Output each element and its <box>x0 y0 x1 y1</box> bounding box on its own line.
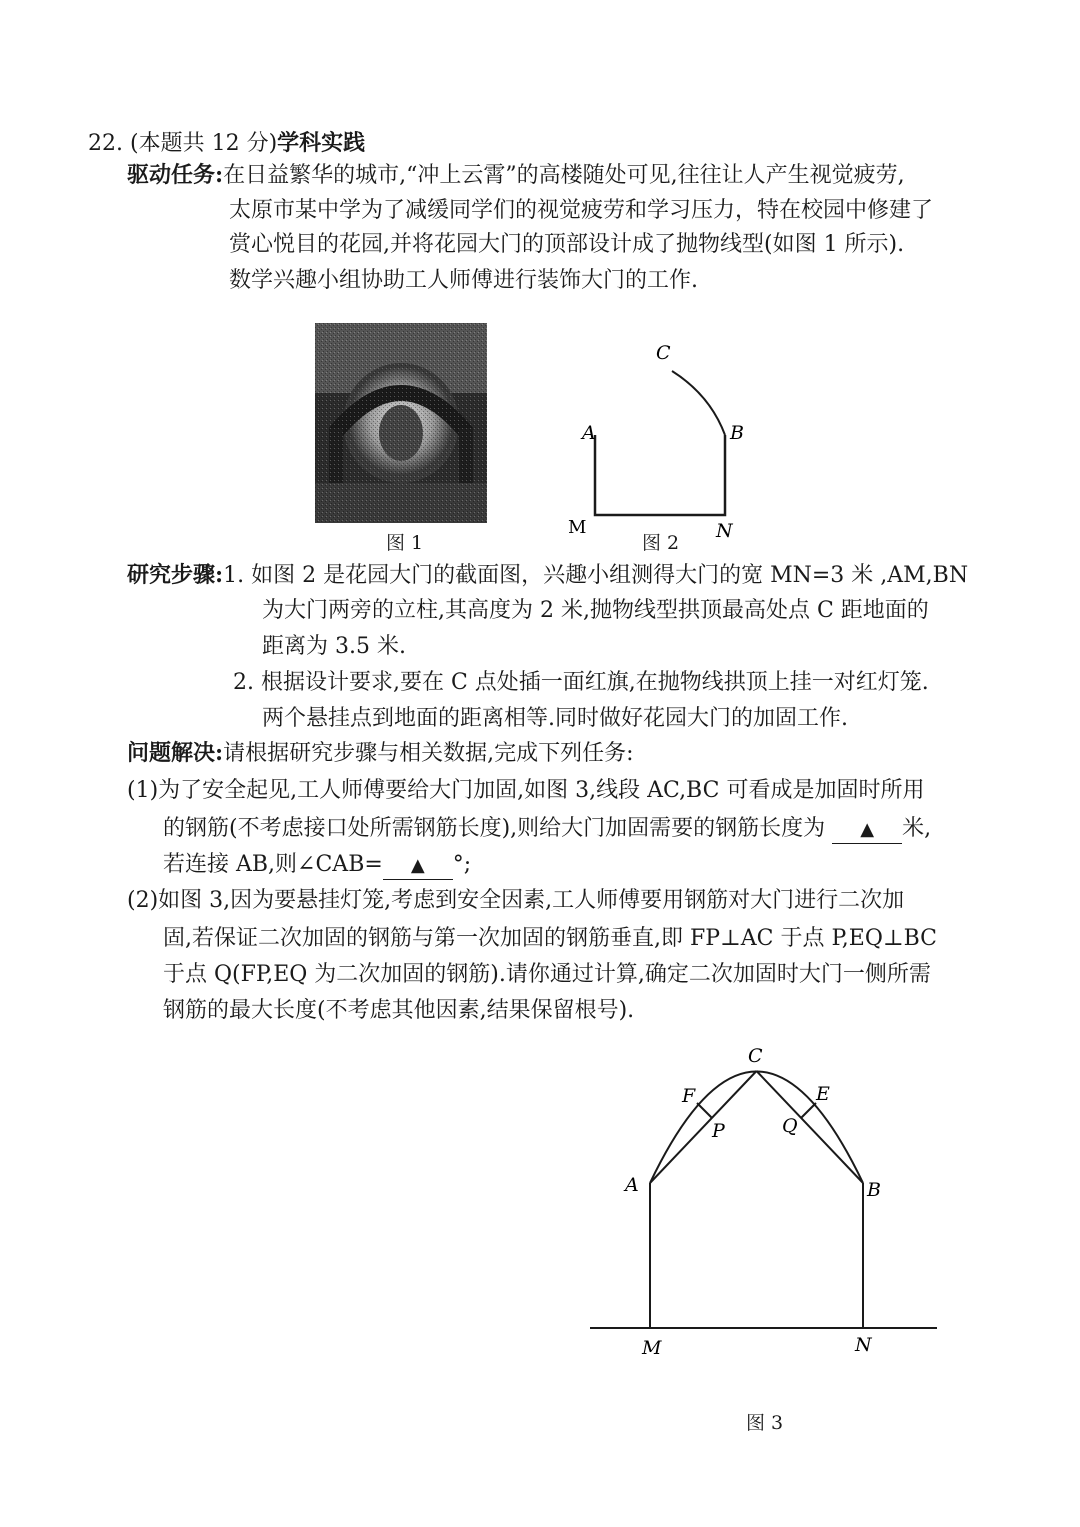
figure3-caption: 图 3 <box>746 1412 784 1434</box>
driving-task-line-3: 赏心悦目的花园,并将花园大门的顶部设计成了抛物线型(如图 1 所示). <box>229 232 905 257</box>
research-step1-line-1 <box>127 560 968 591</box>
question-heading <box>88 128 365 159</box>
q2-line-3: 于点 Q(FP,EQ 为二次加固的钢筋).请你通过计算,确定二次加固时大门一侧所需 <box>163 962 931 987</box>
q1-line-2-start: 的钢筋(不考虑接口处所需钢筋长度),则给大门加固需要的钢筋长度为 <box>163 816 826 841</box>
figure1-caption: 图 1 <box>386 532 424 554</box>
figure3-label-M: M <box>642 1337 662 1359</box>
figure3-segment-EQ <box>801 1103 816 1118</box>
question-number: 22. <box>88 131 123 156</box>
figure2-label-M: M <box>568 517 587 538</box>
figure3-label-C: C <box>748 1045 763 1067</box>
figure3-label-P: P <box>712 1120 725 1142</box>
figure3-label-E: E <box>816 1083 830 1105</box>
driving-task-label: 驱动任务: <box>127 162 224 188</box>
figure3-label-N: N <box>855 1334 872 1356</box>
figure3-label-F: F <box>682 1085 696 1107</box>
figure1-photo <box>315 323 487 523</box>
q1-line-3-start: 若连接 AB,则∠CAB= <box>163 852 383 877</box>
figure2-diagram <box>560 335 760 555</box>
driving-task-line-4: 数学兴趣小组协助工人师傅进行装饰大门的工作. <box>229 268 698 293</box>
research-step1-line-2: 为大门两旁的立柱,其高度为 2 米,抛物线型拱顶最高处点 C 距地面的 <box>262 598 929 623</box>
q1-line-2 <box>163 814 931 844</box>
q2-line-2: 固,若保证二次加固的钢筋与第一次加固的钢筋垂直,即 FP⊥AC 于点 P,EQ⊥BC <box>163 926 937 951</box>
q2-line-1: (2)如图 3,因为要悬挂灯笼,考虑到安全因素,工人师傅要用钢筋对大门进行二次加 <box>127 888 905 913</box>
gate-photo-image <box>315 323 487 523</box>
driving-task-line-2: 太原市某中学为了减缓同学们的视觉疲劳和学习压力，特在校园中修建了 <box>229 198 934 223</box>
problem-solving-line <box>127 738 634 769</box>
q1-answer-blank-length[interactable] <box>832 816 902 844</box>
q1-answer-blank-angle[interactable] <box>383 852 453 880</box>
figure2-label-A: A <box>582 422 596 444</box>
figure3-label-Q: Q <box>782 1115 798 1137</box>
figure3-segment-FP <box>697 1103 712 1118</box>
q1-line-2-end: 米, <box>902 816 932 841</box>
blank-marker-triangle: ▲ <box>860 819 875 840</box>
research-steps-label: 研究步骤: <box>127 562 224 588</box>
research-step1-text-1: 1. 如图 2 是花园大门的截面图，兴趣小组测得大门的宽 MN=3 米 ,AM,BN <box>223 563 969 588</box>
figure2-caption: 图 2 <box>642 532 680 554</box>
figure2-label-N: N <box>716 520 733 542</box>
research-step2-line-1: 2. 根据设计要求,要在 C 点处插一面红旗,在抛物线拱顶上挂一对红灯笼. <box>233 670 929 695</box>
research-step1-line-3: 距离为 3.5 米. <box>262 634 406 659</box>
q2-line-4: 钢筋的最大长度(不考虑其他因素,结果保留根号). <box>163 998 635 1023</box>
figure3-diagram <box>585 1040 945 1370</box>
figure3-segment-BC <box>757 1071 864 1183</box>
driving-task-text-1: 在日益繁华的城市,“冲上云霄”的高楼随处可见,往往让人产生视觉疲劳, <box>223 163 905 188</box>
figure2-label-B: B <box>730 422 744 444</box>
figure2-gate-outline <box>595 435 725 515</box>
figure3-label-B: B <box>867 1179 881 1201</box>
figure2-arch-curve <box>672 371 725 435</box>
figure2-label-C: C <box>656 342 671 364</box>
question-title: 学科实践 <box>277 130 366 156</box>
problem-solving-intro: 请根据研究步骤与相关数据,完成下列任务: <box>223 741 634 766</box>
question-points: (本题共 12 分) <box>130 131 278 156</box>
research-step2-line-2: 两个悬挂点到地面的距离相等.同时做好花园大门的加固工作. <box>262 706 848 731</box>
problem-solving-label: 问题解决: <box>127 740 224 766</box>
q1-line-3-end: °; <box>452 852 472 877</box>
q1-line-3 <box>163 850 471 880</box>
figure3-label-A: A <box>625 1174 639 1196</box>
blank-marker-triangle: ▲ <box>410 855 425 876</box>
driving-task-line-1 <box>127 160 905 191</box>
q1-line-1: (1)为了安全起见,工人师傅要给大门加固,如图 3,线段 AC,BC 可看成是加固时所用 <box>127 778 925 803</box>
figure3-segment-AC <box>650 1071 757 1183</box>
